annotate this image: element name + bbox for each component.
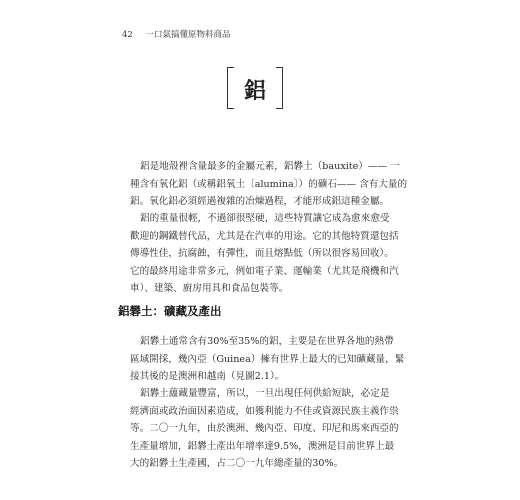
text-line: 鋁的重量很輕，不過卻很堅硬，這些特質讓它成為愈來愈受 [140,213,390,224]
section-paragraph-1 [130,333,405,386]
text-line: 鋁是地殼裡含量最多的金屬元素，鋁礬土（bauxite）—— 一 [140,161,400,172]
text-line: 種含有氧化鋁（或稱鋁氧土〔alumina〕）的礦石—— 含有大量的 [130,178,408,190]
text-line: 等。二〇一九年，由於澳洲、幾內亞、印度、印尼和馬來西亞的 [130,423,399,435]
text-line: 鋁礬土通常含有30%至35%的鋁，主要是在世界各地的熱帶 [140,336,394,347]
book-title: 一口氣搞懂原物料商品 [145,30,231,40]
text-line: 接其後的是澳洲和越南（見圖2.1）。 [130,371,285,383]
chapter-title: 鋁 [243,78,266,104]
section-paragraph-2 [130,385,399,473]
text-line: 生產量增加，鋁礬土產出年增率達9.5%，澳洲是目前世界上最 [130,440,395,452]
text-line: 大的鋁礬土生產國，占二〇一九年總產量的30%。 [130,458,344,470]
text-line: 區域開採，幾內亞（Guinea）擁有世界上最大的已知礦藏量，緊 [130,353,405,365]
page-number: 42 [122,30,133,40]
text-line: 鋁礬土蘊藏量豐富，所以，一旦出現任何供給短缺，必定是 [140,388,390,399]
text-line: 車）、建築、廚房用具和食品包裝等。 [130,283,289,295]
text-line: 鋁。氧化鋁必須經過複雜的冶煉過程，才能形成鋁這種金屬。 [130,196,390,208]
text-line: 它的最終用途非常多元，例如電子業、運輸業（尤其是飛機和汽 [130,265,399,277]
text-line: 傳導性佳，抗腐蝕，有彈性，而且熔點低（所以很容易回收）。 [130,248,394,260]
chapter-title-box [227,67,283,109]
text-line: 經濟面或政治面因素造成，如獲利能力不佳或資源民族主義作祟 [130,405,399,417]
running-header [122,28,231,40]
intro-paragraph-1 [130,158,408,211]
section-heading: 鋁礬土：礦藏及產出 [118,304,222,318]
intro-paragraph-2 [130,210,399,298]
text-line: 歡迎的鋼鐵替代品，尤其是在汽車的用途。它的其他特質還包括 [130,230,399,242]
